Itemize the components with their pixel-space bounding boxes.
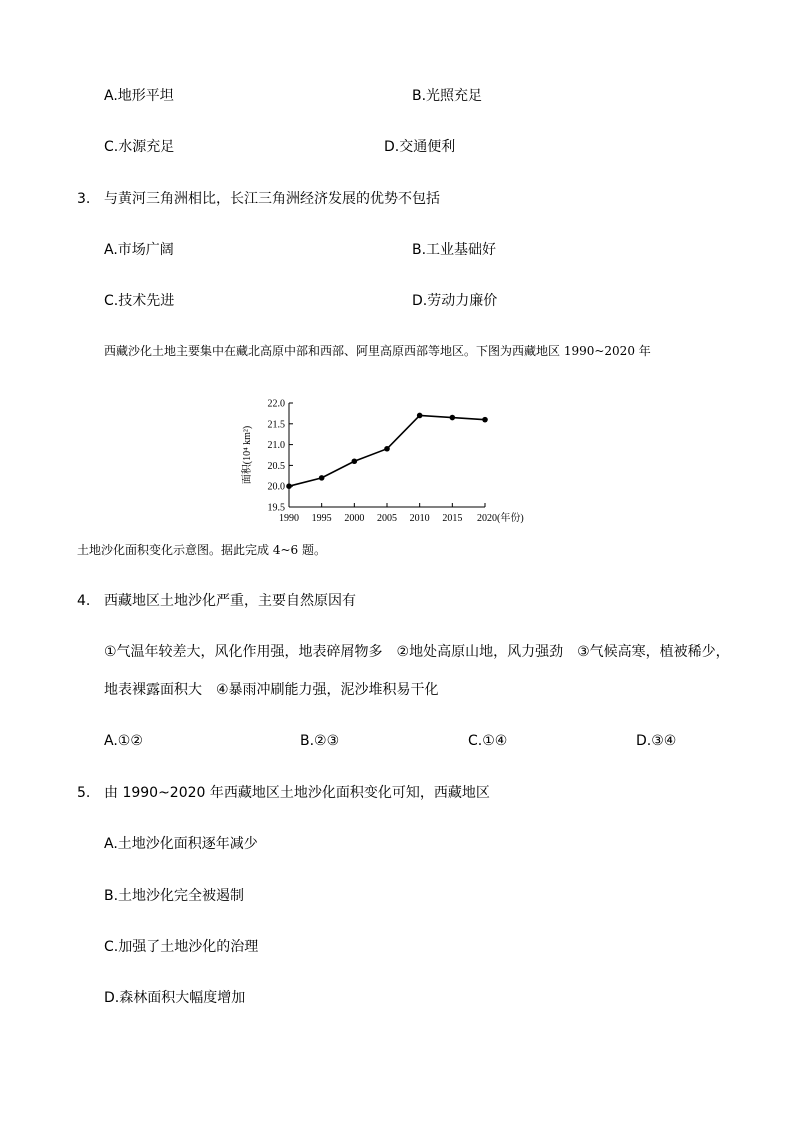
- data-point: [352, 458, 358, 464]
- y-tick-label: 22.0: [267, 398, 285, 410]
- x-tick-label: 2010: [409, 513, 430, 524]
- q4-stem: 西藏地区土地沙化严重，主要自然原因有: [104, 593, 356, 609]
- y-tick-label: 20.5: [267, 460, 285, 472]
- y-tick-label: 20.0: [267, 481, 285, 493]
- q3-number: 3.: [77, 191, 91, 207]
- q4-option-a[interactable]: A.①②: [104, 733, 143, 749]
- intro-line-2: 土地沙化面积变化示意图。据此完成 4~6 题。: [77, 543, 326, 557]
- x-tick-label: 1990: [279, 513, 299, 524]
- q5-option-c[interactable]: C.加强了土地沙化的治理: [104, 939, 259, 955]
- q4-factors-line-1: ①气温年较差大，风化作用强，地表碎屑物多 ②地处高原山地，风力强劲 ③气候高寒，植被稀少，: [104, 644, 730, 660]
- q4-option-b[interactable]: B.②③: [300, 733, 340, 749]
- q4-factors-line-2: 地表裸露面积大 ④暴雨冲刷能力强，泥沙堆积易干化: [104, 682, 439, 698]
- q2-option-b[interactable]: B.光照充足: [412, 88, 483, 104]
- q3-option-c[interactable]: C.技术先进: [104, 293, 175, 309]
- x-tick-label: 2020(年份): [477, 513, 524, 524]
- data-point: [417, 413, 423, 419]
- data-point: [286, 483, 292, 489]
- y-tick-label: 21.0: [267, 440, 285, 452]
- data-point: [450, 415, 456, 421]
- chart-svg: [234, 390, 544, 532]
- data-point: [319, 475, 325, 481]
- q3-option-b[interactable]: B.工业基础好: [412, 242, 497, 258]
- q2-option-d[interactable]: D.交通便利: [384, 139, 456, 155]
- q5-option-b[interactable]: B.土地沙化完全被遏制: [104, 888, 245, 904]
- q5-option-d[interactable]: D.森林面积大幅度增加: [104, 990, 246, 1006]
- q2-option-a[interactable]: A.地形平坦: [104, 88, 174, 104]
- data-point: [384, 446, 390, 452]
- q3-option-a[interactable]: A.市场广阔: [104, 242, 174, 258]
- q3-stem: 与黄河三角洲相比，长江三角洲经济发展的优势不包括: [104, 191, 440, 207]
- y-tick-label: 21.5: [267, 419, 285, 431]
- q4-option-d[interactable]: D.③④: [636, 733, 677, 749]
- x-tick-label: 2000: [344, 513, 365, 524]
- q4-number: 4.: [77, 593, 91, 609]
- q3-option-d[interactable]: D.劳动力廉价: [412, 293, 498, 309]
- q2-option-c[interactable]: C.水源充足: [104, 139, 175, 155]
- desertification-chart: [234, 390, 544, 532]
- x-tick-label: 2005: [377, 513, 397, 524]
- q5-stem: 由 1990~2020 年西藏地区土地沙化面积变化可知，西藏地区: [104, 785, 490, 801]
- x-tick-label: 1995: [311, 513, 332, 524]
- q5-number: 5.: [77, 785, 91, 801]
- data-point: [482, 417, 488, 423]
- q5-option-a[interactable]: A.土地沙化面积逐年减少: [104, 836, 258, 852]
- y-tick-label: 19.5: [267, 502, 285, 514]
- q4-option-c[interactable]: C.①④: [468, 733, 508, 749]
- y-axis-label: 面积(10⁴ km²): [242, 425, 253, 485]
- x-tick-label: 2015: [442, 513, 463, 524]
- intro-line-1: 西藏沙化土地主要集中在藏北高原中部和西部、阿里高原西部等地区。下图为西藏地区 1990~2020 年: [104, 344, 651, 358]
